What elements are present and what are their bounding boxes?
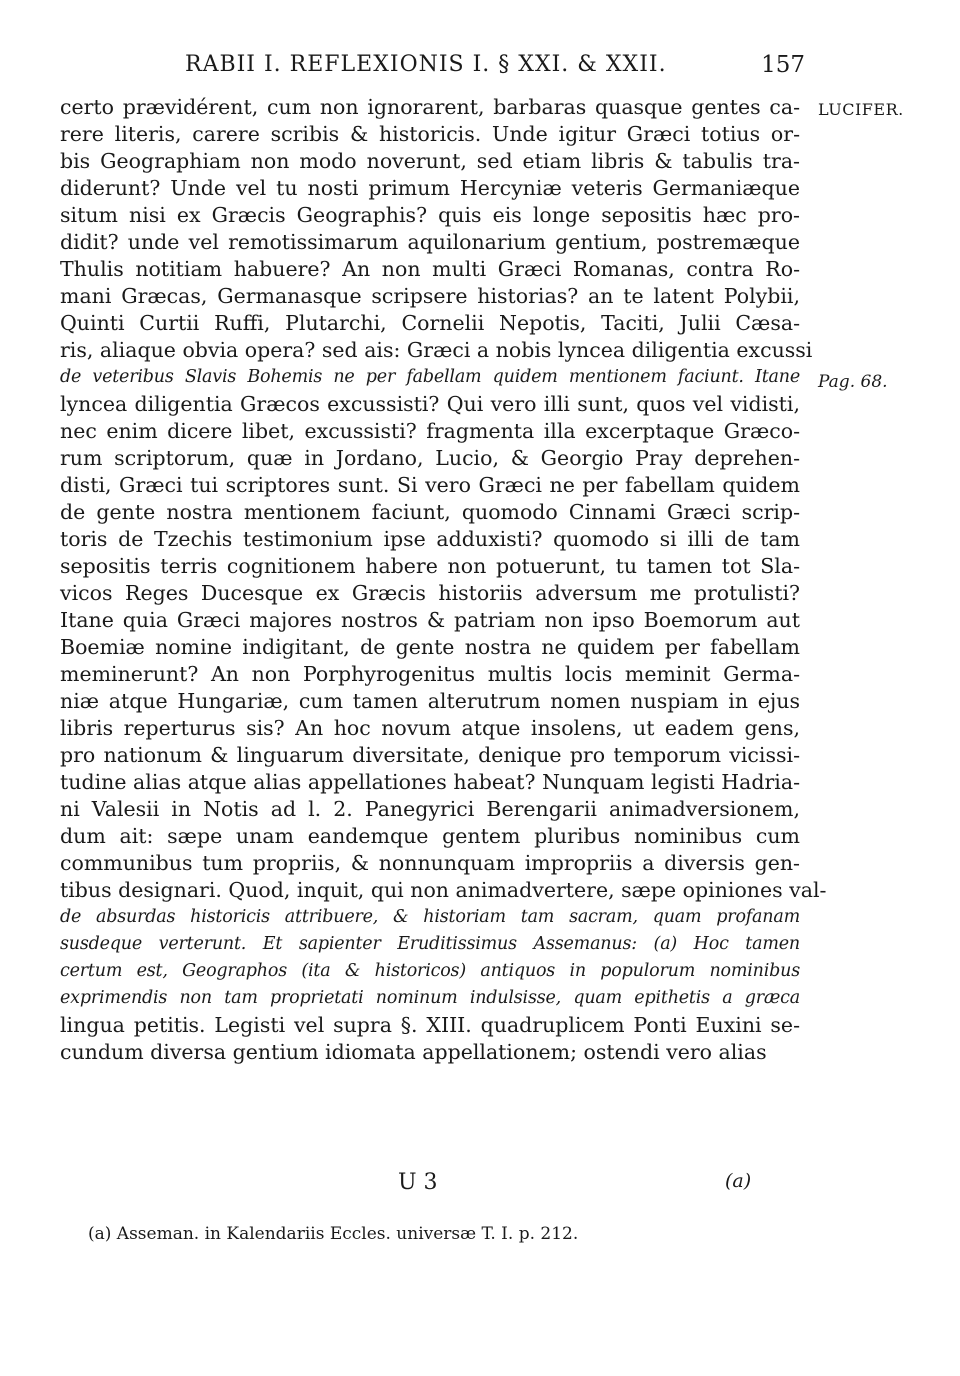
text-line: bis Geographiam non modo noverunt, sed etiam libris & tabulis tra- [60,149,800,173]
text-line: de absurdas historicis attribuere, & historiam tam sacram, quam profanam [60,907,800,927]
text-line: tibus designari. Quod, inquit, qui non animadvertere, sæpe opiniones val- [60,878,827,902]
text-line: rum scriptorum, quæ in Jordano, Lucio, & Georgio Pray deprehen- [60,446,800,470]
text-line: certum est, Geographos (ita & historicos) antiquos in populorum nominibus [60,961,800,981]
text-line: exprimendis non tam proprietati nominum indulsisse, quam epithetis a græca [60,988,800,1008]
text-line: ni Valesii in Notis ad l. 2. Panegyrici Berengarii animadversionem, [60,797,800,821]
text-line: Quinti Curtii Ruffi, Plutarchi, Cornelii Nepotis, Taciti, Julii Cæsa- [60,311,800,335]
text-line: susdeque verterunt. Et sapienter Eruditissimus Assemanus: (a) Hoc tamen [60,934,800,954]
text-line: vicos Reges Ducesque ex Græcis historiis adversum me protulisti? [60,581,800,605]
margin-note-lucifer: LUCIFER. [818,100,904,119]
text-line: mani Græcas, Germanasque scripsere historias? an te latent Polybii, [60,284,800,308]
margin-note-page-ref: Pag. 68. [818,372,888,392]
text-line: cundum diversa gentium idiomata appellationem; ostendi vero alias [60,1040,767,1064]
text-line: dum ait: sæpe unam eandemque gentem pluribus nominibus cum [60,824,800,848]
text-line: lingua petitis. Legisti vel supra §. XIII. quadruplicem Ponti Euxini se- [60,1013,800,1037]
text-line: niæ atque Hungariæ, cum tamen alterutrum nomen nuspiam in ejus [60,689,800,713]
text-line: ris, aliaque obvia opera? sed ais: Græci a nobis lyncea diligentia excussi [60,338,813,362]
text-line: Itane quia Græci majores nostros & patriam non ipso Boemorum aut [60,608,800,632]
footnote: (a) Asseman. in Kalendariis Eccles. universæ T. I. p. 212. [88,1224,579,1244]
text-line: nec enim dicere libet, excussisti? fragmenta illa excerptaque Græco- [60,419,800,443]
catchword: (a) [725,1170,752,1192]
text-line: meminerunt? An non Porphyrogenitus multis locis meminit Germa- [60,662,800,686]
text-line: sepositis terris cognitionem habere non potuerunt, tu tamen tot Sla- [60,554,800,578]
text-line: de gente nostra mentionem faciunt, quomodo Cinnami Græci scrip- [60,500,800,524]
text-line: certo prævidérent, cum non ignorarent, barbaras quasque gentes ca- [60,95,800,119]
text-line: lyncea diligentia Græcos excussisti? Qui vero illi sunt, quos vel vidisti, [60,392,800,416]
text-line: libris reperturus sis? An hoc novum atque insolens, ut eadem gens, [60,716,800,740]
text-line: diderunt? Unde vel tu nosti primum Hercyniæ veteris Germaniæque [60,176,800,200]
text-line: disti, Græci tui scriptores sunt. Si vero Græci ne per fabellam quidem [60,473,800,497]
text-line: didit? unde vel remotissimarum aquilonarium gentium, postremæque [60,230,800,254]
running-header [185,52,805,86]
text-line: rere literis, carere scribis & historicis. Unde igitur Græci totius or- [60,122,800,146]
signature-mark: U 3 [398,1170,438,1195]
text-line: toris de Tzechis testimonium ipse adduxisti? quomodo si illi de tam [60,527,800,551]
text-line: Thulis notitiam habuere? An non multi Græci Romanas, contra Ro- [60,257,800,281]
running-head: RABII I. REFLEXIONIS I. § XXI. & XXII. [185,52,667,77]
text-line: Boemiæ nomine indigitant, de gente nostra ne quidem per fabellam [60,635,800,659]
text-line: pro nationum & linguarum diversitate, denique pro temporum vicissi- [60,743,800,767]
page-number: 157 [761,52,805,78]
body-text [60,94,827,1066]
text-line: de veteribus Slavis Bohemis ne per fabellam quidem mentionem faciunt. Itane [60,367,800,387]
text-line: tudine alias atque alias appellationes habeat? Nunquam legisti Hadria- [60,770,800,794]
text-line: situm nisi ex Græcis Geographis? quis eis longe sepositis hæc pro- [60,203,800,227]
text-line: communibus tum propriis, & nonnunquam impropriis a diversis gen- [60,851,800,875]
